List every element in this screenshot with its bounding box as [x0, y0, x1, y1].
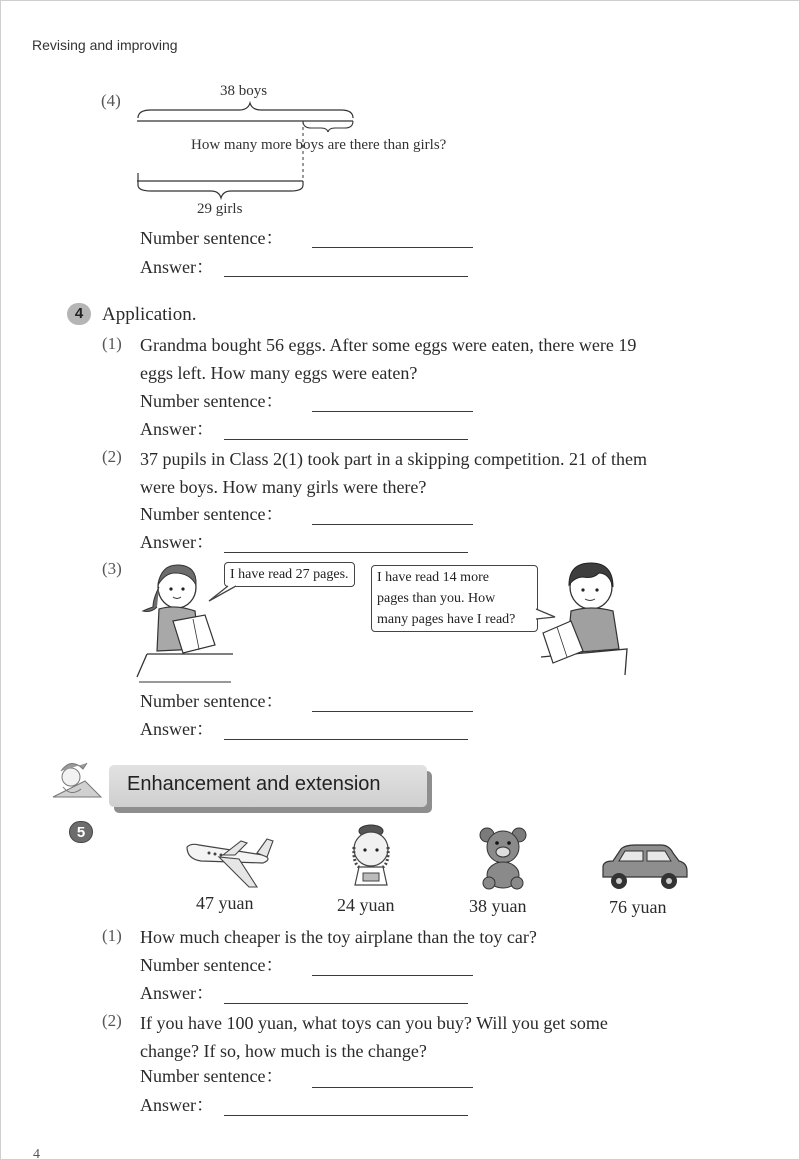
price-label: 47 yuan [196, 893, 254, 913]
answer-label: Answer： [140, 1095, 214, 1115]
number-sentence-blank[interactable] [312, 711, 473, 712]
question-number: (3) [102, 559, 122, 578]
number-sentence-blank[interactable] [312, 247, 473, 248]
answer-blank[interactable] [224, 1003, 468, 1004]
boy-reading-illustration [537, 557, 633, 685]
question-number: (4) [101, 91, 121, 110]
number-sentence-label: Number sentence： [140, 228, 284, 248]
price-label: 38 yuan [469, 896, 527, 916]
number-sentence-label: Number sentence： [140, 391, 284, 411]
answer-blank[interactable] [224, 439, 468, 440]
question-text-line: were boys. How many girls were there? [140, 477, 427, 497]
number-sentence-label: Number sentence： [140, 691, 284, 711]
toy-car-image [599, 843, 689, 893]
answer-blank[interactable] [224, 1115, 468, 1116]
price-label: 76 yuan [609, 897, 667, 917]
section-badge: 5 [69, 821, 93, 843]
boys-label: 38 boys [220, 83, 268, 99]
question-number: (2) [102, 1011, 122, 1030]
enhancement-banner: Enhancement and extension [109, 765, 427, 807]
girl-speech-bubble: I have read 27 pages. [224, 562, 355, 587]
answer-blank[interactable] [224, 739, 468, 740]
page-header: Revising and improving [32, 37, 178, 53]
number-sentence-blank[interactable] [312, 524, 473, 525]
answer-blank[interactable] [224, 552, 468, 553]
question-number: (2) [102, 447, 122, 466]
question-text-line: If you have 100 yuan, what toys can you buy? Will you get some [140, 1013, 608, 1033]
answer-blank[interactable] [224, 276, 468, 277]
teddy-bear-image [475, 827, 531, 891]
question-text-line: 37 pupils in Class 2(1) took part in a skipping competition. 21 of them [140, 449, 647, 469]
section-title: Application. [102, 304, 197, 325]
answer-label: Answer： [140, 532, 214, 552]
number-sentence-label: Number sentence： [140, 504, 284, 524]
difference-question: How many more boys are there than girls? [191, 137, 447, 153]
section-badge: 4 [67, 303, 91, 325]
number-sentence-label: Number sentence： [140, 1066, 284, 1086]
price-label: 24 yuan [337, 895, 395, 915]
mascot-icon [49, 757, 111, 803]
answer-label: Answer： [140, 719, 214, 739]
answer-label: Answer： [140, 257, 214, 277]
toy-airplane-image [183, 835, 275, 891]
question-text-line: How much cheaper is the toy airplane than the toy car? [140, 927, 537, 947]
answer-label: Answer： [140, 419, 214, 439]
boy-speech-bubble: I have read 14 more pages than you. How many pages have I read? [371, 565, 538, 632]
doll-image [343, 823, 399, 891]
question-text-line: change? If so, how much is the change? [140, 1041, 427, 1061]
number-sentence-blank[interactable] [312, 975, 473, 976]
question-number: (1) [102, 334, 122, 353]
girls-label: 29 girls [197, 201, 243, 217]
number-sentence-blank[interactable] [312, 1087, 473, 1088]
question-number: (1) [102, 926, 122, 945]
number-sentence-label: Number sentence： [140, 955, 284, 975]
girl-reading-illustration [135, 559, 235, 684]
number-sentence-blank[interactable] [312, 411, 473, 412]
page-number: 4 [33, 1147, 40, 1160]
question-text-line: Grandma bought 56 eggs. After some eggs were eaten, there were 19 [140, 335, 637, 355]
question-text-line: eggs left. How many eggs were eaten? [140, 363, 418, 383]
answer-label: Answer： [140, 983, 214, 1003]
